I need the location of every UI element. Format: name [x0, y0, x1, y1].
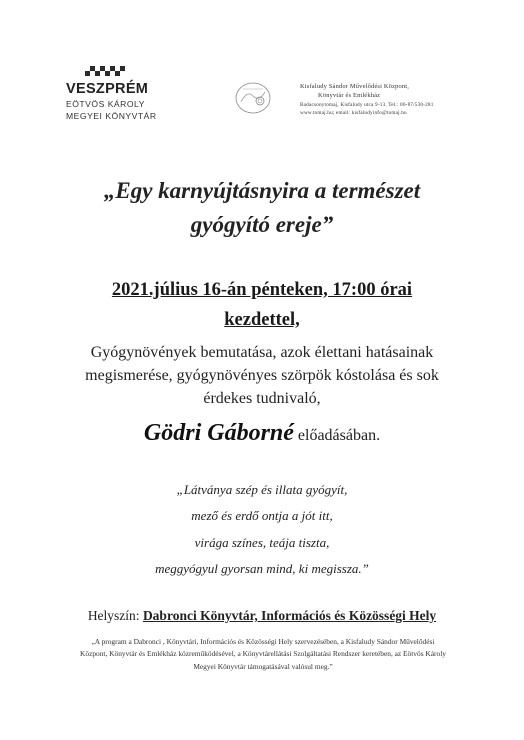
poem-line-2: mező és erdő ontja a jót itt,: [191, 508, 333, 523]
speaker-name: Gödri Gáborné: [143, 420, 294, 446]
event-date: 2021.július 16-án pénteken, 17:00 órai: [111, 280, 413, 300]
description-line-2: megismerése, gyógynövényes szörpök kóstolása és sok: [85, 367, 439, 384]
event-time-suffix: kezdettel,: [224, 310, 300, 330]
poem-line-4: meggyógyul gyorsan mind, ki megissza.”: [155, 561, 369, 576]
cultural-center-emblem-icon: [233, 80, 273, 116]
title-line-1: „Egy karnyújtásnyira a természet: [103, 178, 421, 203]
logo-line-2: MEGYEI KÖNYVTÁR: [66, 111, 157, 121]
footer-line-1: „A program a Dabronci , Könyvtári, Információs és Közösségi Hely szervezésében, a Kisfaludy Sándor Művelődési: [91, 637, 435, 646]
poem-line-3: virága színes, teája tiszta,: [194, 535, 330, 550]
center-subname: Könyvtár és Emlékház: [318, 92, 381, 99]
venue-label: Helyszín:: [87, 608, 143, 623]
footer-line-3: Megyei Könyvtár támogatásával valósul meg.”: [193, 661, 333, 671]
logo-line-1: EÖTVÖS KÁROLY: [66, 99, 145, 109]
title-line-2: gyógyító ereje”: [190, 212, 334, 237]
logo-name: VESZPRÉM: [66, 81, 149, 97]
venue: [0, 608, 524, 624]
description-line-1: Gyógynövények bemutatása, azok élettani hatásainak: [90, 344, 434, 361]
poem-line-1: „Látványa szép és illata gyógyít,: [176, 482, 348, 497]
center-web: www.tomaj.hu; email: kisfaludyinfo@tomaj.hu: [300, 110, 407, 116]
speaker-suffix: előadásában.: [293, 427, 381, 444]
speaker: [0, 420, 524, 447]
venue-place: Dabronci Könyvtár, Információs és Közösségi Hely: [142, 608, 437, 623]
footer-note: [58, 636, 468, 673]
center-name: Kisfaludy Sándor Művelődési Központ,: [300, 83, 410, 90]
crown-icon: [76, 66, 136, 80]
footer-line-2: Központ, Könyvtár és Emlékház közreműködésével, a Könyvtárellátási Szolgáltatási Rendszer keretében, az Eötvös Károly: [80, 649, 446, 659]
center-address: Badacsonytomaj, Kisfaludy utca 9-13. Tel.: 06-87/530-281: [300, 102, 434, 108]
description-line-3: érdekes tudnivaló,: [203, 390, 321, 407]
